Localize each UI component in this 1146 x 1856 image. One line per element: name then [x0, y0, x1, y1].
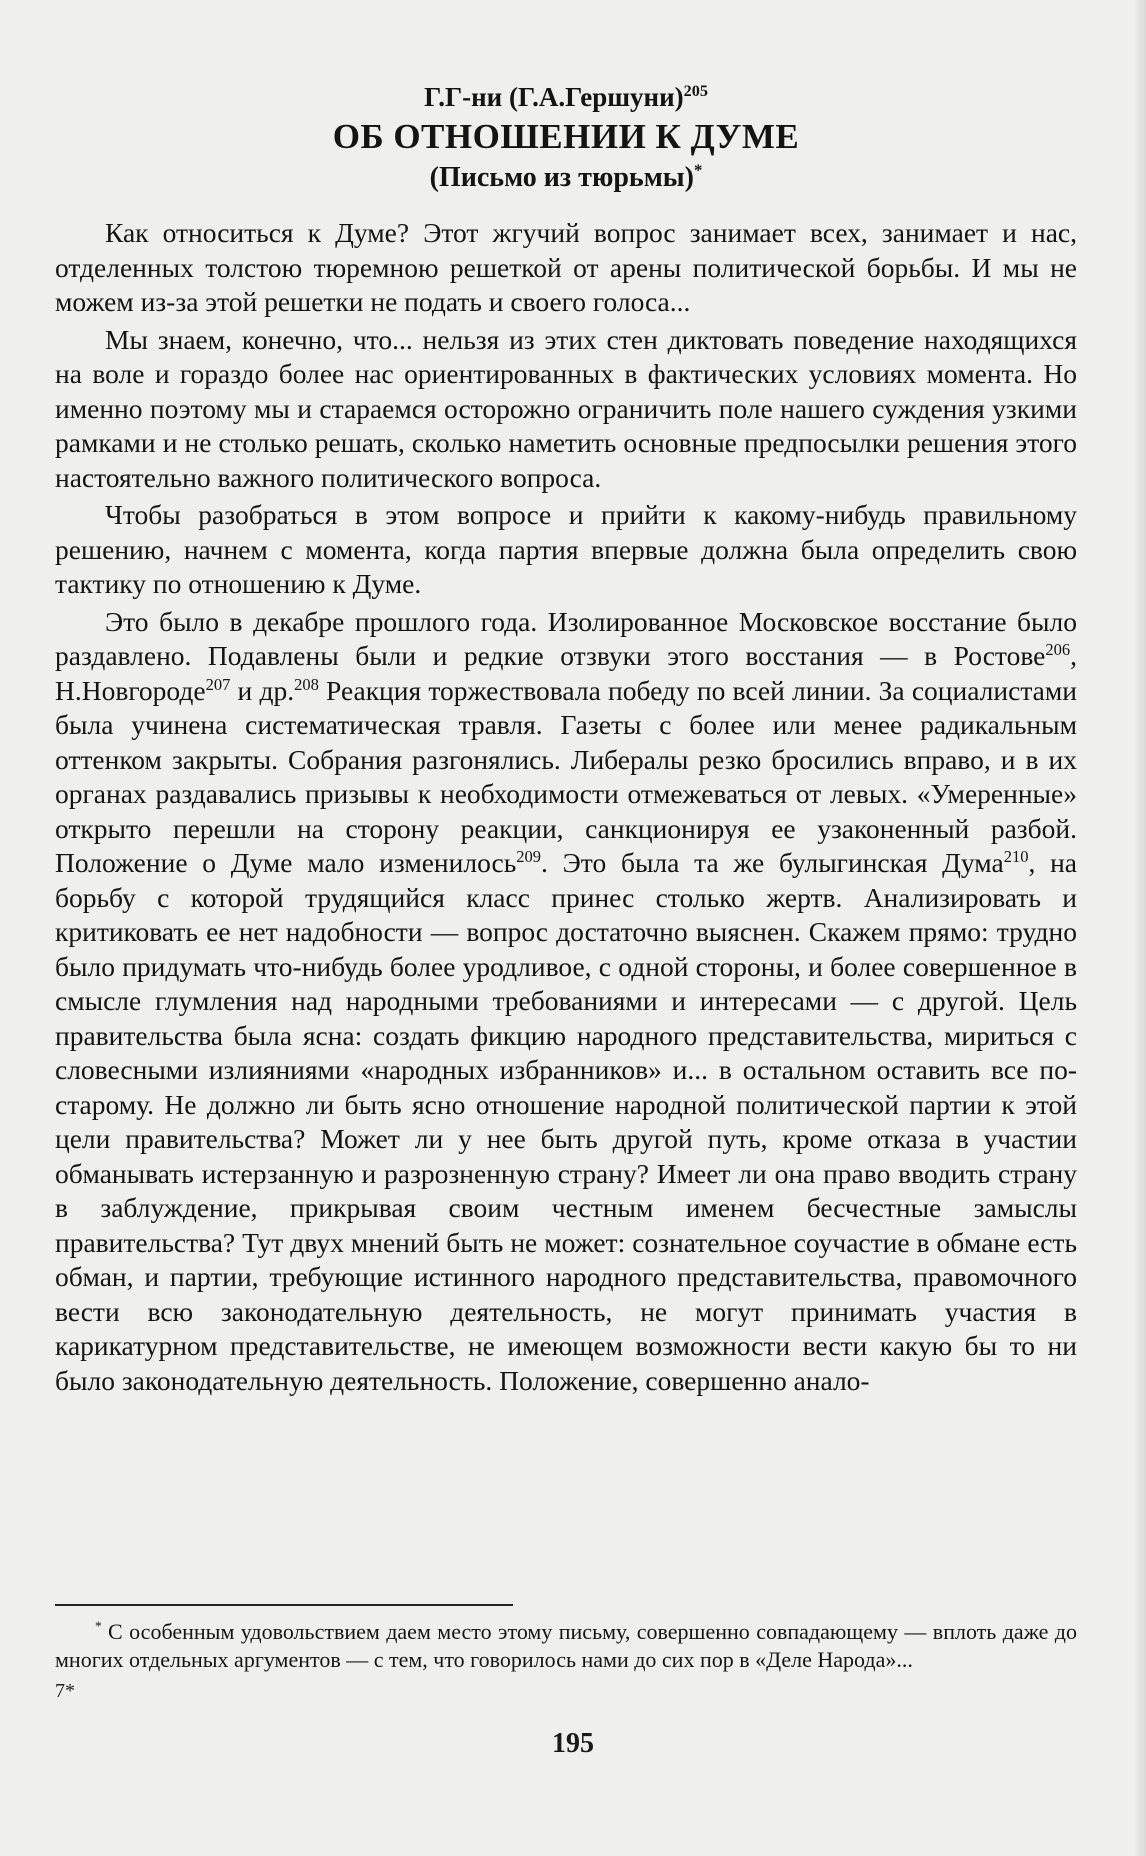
- footnote: * С особенным удовольствием даем место этому письму, совершенно совпадающему — вплоть даже до многих отдельных аргументов — с тем, что говорилось нами до сих пор в «Деле Народа»...: [55, 1618, 1077, 1672]
- page-number: 195: [552, 1728, 594, 1759]
- paragraph-2: Мы знаем, конечно, что... нельзя из этих стен диктовать поведение находящихся на воле и гораздо более нас ориентированных в фактических условиях момента. Но именно поэтому мы и стараемся осторожно ограничить поле нашего суждения узкими рамками и не столько решать, сколько наметить основные предпосылки решения этого настоятельно важного политического вопроса.: [55, 323, 1077, 493]
- article-author: Г.Г-ни (Г.А.Гершуни)$^{205}$: [424, 82, 708, 112]
- endnote-ref-207: 207: [205, 674, 231, 694]
- footnote-divider: [55, 1604, 513, 1606]
- footnote-mark: *: [95, 1618, 102, 1634]
- printer-signature: 7*: [55, 1680, 75, 1702]
- paragraph-1: Как относиться к Думе? Этот жгучий вопрос занимает всех, занимает и нас, отделенных толстою тюремною решеткой от арены политической борьбы. И мы не можем из-за этой решетки не подать и своего голоса...: [55, 217, 1077, 317]
- article-subtitle: (Письмо из тюрьмы)*: [429, 160, 703, 193]
- endnote-ref-209: 209: [516, 846, 542, 866]
- endnote-ref-210: 210: [1003, 846, 1029, 866]
- endnote-ref-206: 206: [1045, 639, 1071, 659]
- page-content: [55, 80, 1077, 1401]
- page-edge-shadow: [1134, 0, 1146, 1856]
- author-endnote-ref: 205: [683, 82, 708, 100]
- paragraph-4: Это было в декабре прошлого года. Изолированное Московское восстание было раздавлено. Подавлены были и редкие отзвуки этого восстания — в Ростове$^{206}$, Н.Новгороде$^{207}$ и др.$^{208}$ Реакция торжествовала победу по всей линии. За социалистами была учинена систематическая травля. Газеты с более или менее радикальным оттенком закрыты. Собрания разгонялись. Либералы резко бросились вправо, и в их органах раздавались призывы к необходимости отмежеваться от левых. «Умеренные» открыто перешли на сторону реакции, санкционируя ее узаконенный разбой. Положение о Думе мало изменилось$^{209}$. Это была та же булыгинская Дума$^{210}$, на борьбу с которой трудящийся класс принес столько жертв. Анализировать и критиковать ее нет надобности — вопрос достаточно выяснен. Скажем прямо: трудно было придумать что-нибудь более уродливое, с одной стороны, и более совершенное в смысле глумления над народными требованиями и интересами — с другой. Цель правительства была ясна: создать фикцию народного представительства, мириться с словесными излияниями «народных избранников» и... в остальном оставить все по-старому. Не должно ли быть ясно отношение народной политической партии к этой цели правительства? Может ли у нее быть другой путь, кроме отказа в участии обманывать истерзанную и разрозненную страну? Имеет ли она право вводить страну в заблуждение, прикрывая своим честным именем бесчестные замыслы правительства? Тут двух мнений быть не может: сознательное соучастие в обмане есть обман, и партии, требующие истинного народного представительства, правомочного вести всю законодательную деятельность, не могут принимать участия в карикатурном представительстве, не имеющем возможности вести какую бы то ни было законодательную деятельность. Положение, совершенно анало-: [55, 605, 1077, 1396]
- paragraph-3: Чтобы разобраться в этом вопросе и прийти к какому-нибудь правильному решению, начнем с момента, когда партия впервые должна была определить свою тактику по отношению к Думе.: [55, 499, 1077, 599]
- endnote-ref-208: 208: [294, 674, 319, 694]
- subtitle-footnote-ref: *: [693, 160, 703, 180]
- article-title: ОБ ОТНОШЕНИИ К ДУМЕ: [332, 117, 800, 156]
- article-body: [55, 216, 1077, 1398]
